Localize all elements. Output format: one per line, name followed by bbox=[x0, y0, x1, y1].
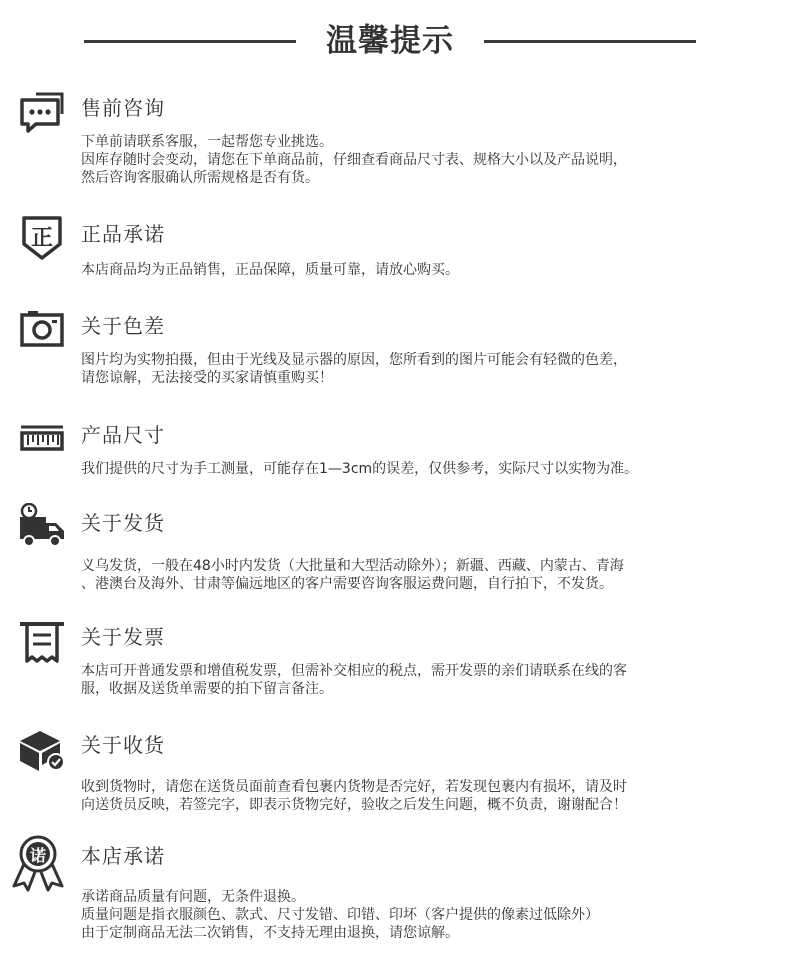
body-line: 收到货物时，请您在送货员面前查看包裹内货物是否完好，若发现包裹内有损坏，请及时 bbox=[81, 779, 627, 795]
section-body bbox=[81, 778, 781, 814]
promise-badge-text: 诺 bbox=[29, 846, 47, 865]
body-line: 因库存随时会变动，请您在下单商品前，仔细查看商品尺寸表、规格大小以及产品说明， bbox=[81, 152, 627, 168]
body-line: 图片均为实物拍摄，但由于光线及显示器的原因，您所看到的图片可能会有轻微的色差， bbox=[81, 352, 627, 368]
section-body bbox=[81, 351, 781, 387]
header-rule-left bbox=[84, 40, 296, 43]
page-header bbox=[0, 18, 800, 64]
section-heading: 产品尺寸 bbox=[81, 423, 165, 447]
section-heading: 正品承诺 bbox=[81, 222, 165, 246]
page-title: 温馨提示 bbox=[326, 23, 454, 59]
invoice-icon bbox=[18, 617, 66, 665]
section-body bbox=[81, 888, 781, 942]
section-heading: 关于收货 bbox=[81, 733, 165, 757]
section-heading: 关于色差 bbox=[81, 314, 165, 338]
ruler-icon bbox=[18, 415, 66, 463]
header-rule-right bbox=[484, 40, 696, 43]
body-line: 本店商品均为正品销售，正品保障，质量可靠，请放心购买。 bbox=[81, 262, 459, 278]
section-body bbox=[81, 133, 781, 187]
body-line: 我们提供的尺寸为手工测量，可能存在1—3cm的误差，仅供参考，实际尺寸以实物为准。 bbox=[81, 461, 639, 477]
chat-bubble-icon bbox=[18, 88, 66, 136]
body-line: 向送货员反映，若签完字，即表示货物完好，验收之后发生问题，概不负责，谢谢配合！ bbox=[81, 797, 627, 813]
promise-ribbon-icon bbox=[8, 832, 68, 892]
body-line: 质量问题是指衣服颜色、款式、尺寸发错、印错、印坏（客户提供的像素过低除外） bbox=[81, 907, 599, 923]
body-line: 请您谅解，无法接受的买家请慎重购买！ bbox=[81, 370, 333, 386]
body-line: 、港澳台及海外、甘肃等偏远地区的客户需要咨询客服运费问题，自行拍下，不发货。 bbox=[81, 576, 613, 592]
body-line: 服，收据及送货单需要的拍下留言备注。 bbox=[81, 681, 333, 697]
package-check-icon bbox=[18, 725, 66, 773]
body-line: 然后咨询客服确认所需规格是否有货。 bbox=[81, 170, 319, 186]
section-heading: 关于发货 bbox=[81, 511, 165, 535]
genuine-badge-icon bbox=[18, 214, 66, 262]
body-line: 下单前请联系客服，一起帮您专业挑选。 bbox=[81, 134, 333, 150]
camera-icon bbox=[18, 306, 66, 354]
genuine-badge-text: 正 bbox=[30, 226, 54, 251]
section-body bbox=[81, 261, 781, 279]
section-body bbox=[81, 557, 781, 593]
delivery-truck-icon bbox=[18, 503, 66, 551]
body-line: 义乌发货，一般在48小时内发货（大批量和大型活动除外）；新疆、西藏、内蒙古、青海 bbox=[81, 558, 624, 574]
section-body bbox=[81, 460, 781, 478]
section-heading: 关于发票 bbox=[81, 625, 165, 649]
body-line: 承诺商品质量有问题，无条件退换。 bbox=[81, 889, 305, 905]
section-body bbox=[81, 662, 781, 698]
body-line: 由于定制商品无法二次销售，不支持无理由退换，请您谅解。 bbox=[81, 925, 459, 941]
section-heading: 本店承诺 bbox=[81, 844, 165, 868]
body-line: 本店可开普通发票和增值税发票，但需补交相应的税点，需开发票的亲们请联系在线的客 bbox=[81, 663, 627, 679]
section-heading: 售前咨询 bbox=[81, 96, 165, 120]
